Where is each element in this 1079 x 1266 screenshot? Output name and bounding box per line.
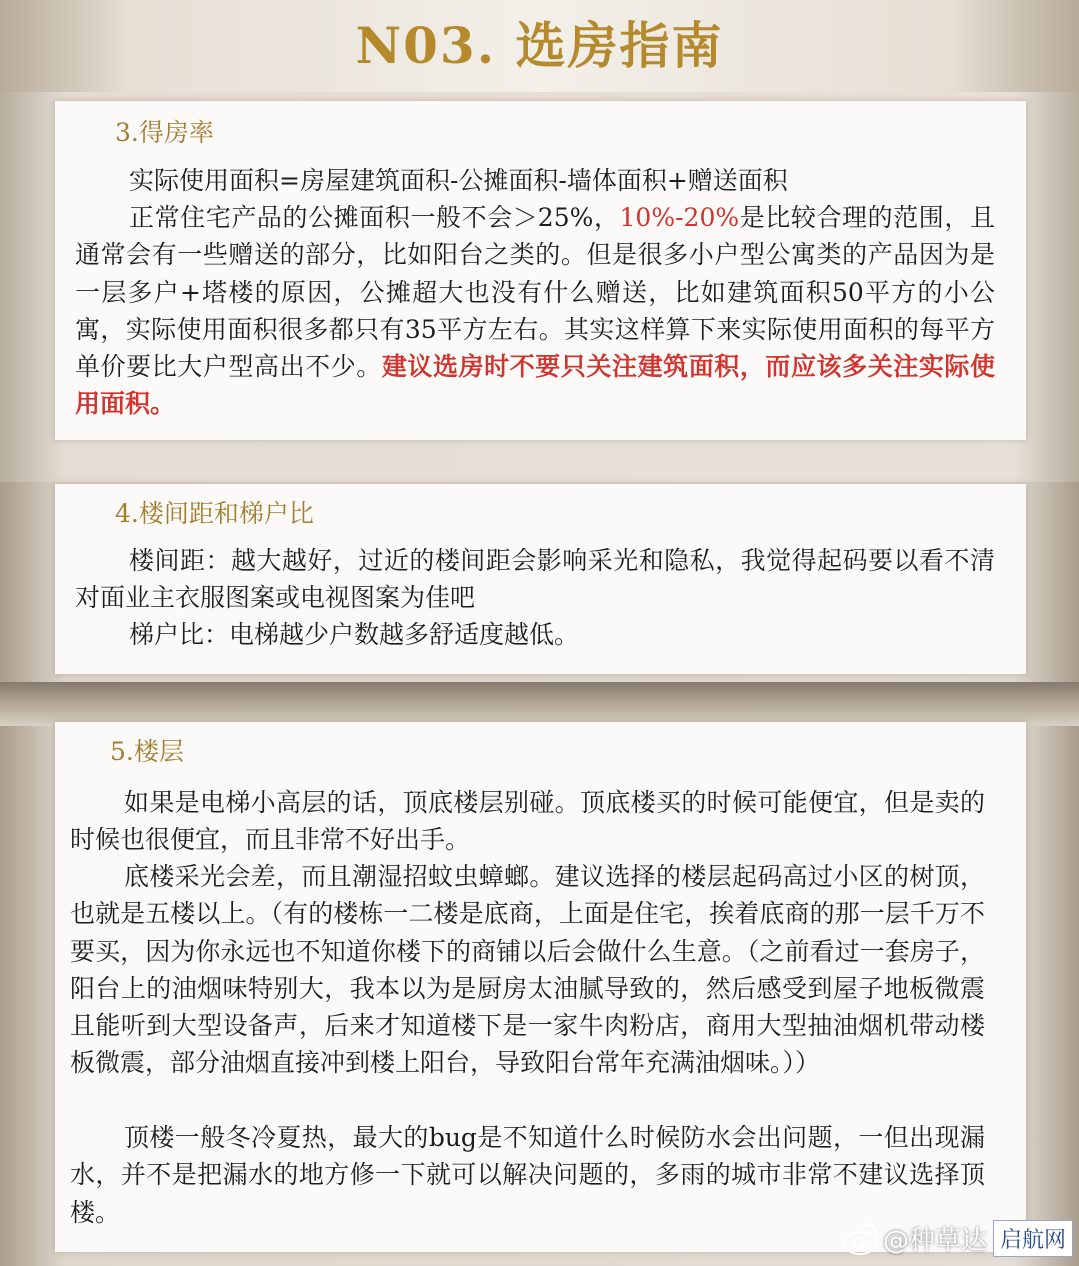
page-title: N03. 选房指南 [355, 16, 724, 75]
site-stamp: 启航网 [993, 1220, 1073, 1257]
section-heading: 5.楼层 [110, 737, 184, 766]
paragraph-text: 正常住宅产品的公摊面积一般不会＞25%， [129, 203, 620, 232]
formula-text: 实际使用面积=房屋建筑面积-公摊面积-墙体面积+赠送面积 [129, 166, 788, 195]
section-card-floor [55, 722, 1026, 1252]
highlight-text: 10%-20% [619, 203, 740, 232]
section-paragraph: 梯户比：电梯越少户数越多舒适度越低。 [129, 620, 580, 649]
section-heading: 4.楼间距和梯户比 [115, 499, 314, 528]
section-paragraph: 楼间距：越大越好，过近的楼间距会影响采光和隐私，我觉得起码要以看不清对面业主衣服图案或电视图案为佳吧 [75, 546, 995, 613]
watermark [841, 1218, 1073, 1258]
section-paragraph: 如果是电梯小高层的话，顶底楼层别碰。顶底楼买的时候可能便宜，但是卖的时候也很便宜，而且非常不好出手。 [70, 788, 985, 855]
section-card-spacing [55, 484, 1026, 674]
section-heading: 3.得房率 [115, 118, 214, 147]
weibo-icon [841, 1223, 877, 1253]
section-divider [0, 682, 1079, 726]
paragraph-text: 是比较合理的范围，且通常会有一些赠送的部分，比如阳台之类的。但是很多小户型公寓类的产品因为是一层多户+塔楼的原因，公摊超大也没有什么赠送，比如建筑面积50平方的小公寓，实际使用面积很多都只有35平方左右。其实这样算下来实际使用面积的每平方单价要比大户型高出不少。 [75, 203, 995, 382]
section-card-plot-ratio [55, 101, 1026, 440]
section-paragraph: 顶楼一般冬冷夏热，最大的bug是不知道什么时候防水会出问题，一但出现漏水，并不是把漏水的地方修一下就可以解决问题的，多雨的城市非常不建议选择顶楼。 [70, 1123, 985, 1227]
watermark-handle: @种草达 [882, 1225, 987, 1256]
highlight-advice: 建议选房时不要只关注建筑面积，而应该多关注实际使用面积。 [75, 352, 995, 419]
section-paragraph: 底楼采光会差，而且潮湿招蚊虫蟑螂。建议选择的楼层起码高过小区的树顶，也就是五楼以上。（有的楼栋一二楼是底商，上面是住宅，挨着底商的那一层千万不要买，因为你永远也不知道你楼下的商铺以后会做什么生意。（之前看过一套房子，阳台上的油烟味特别大，我本以为是厨房太油腻导致的，然后感受到屋子地板微震且能听到大型设备声，后来才知道楼下是一家牛肉粉店，商用大型抽油烟机带动楼板微震，部分油烟直接冲到楼上阳台，导致阳台常年充满油烟味。）） [70, 862, 985, 1078]
title-banner [0, 0, 1079, 92]
section-paragraph [75, 199, 995, 423]
